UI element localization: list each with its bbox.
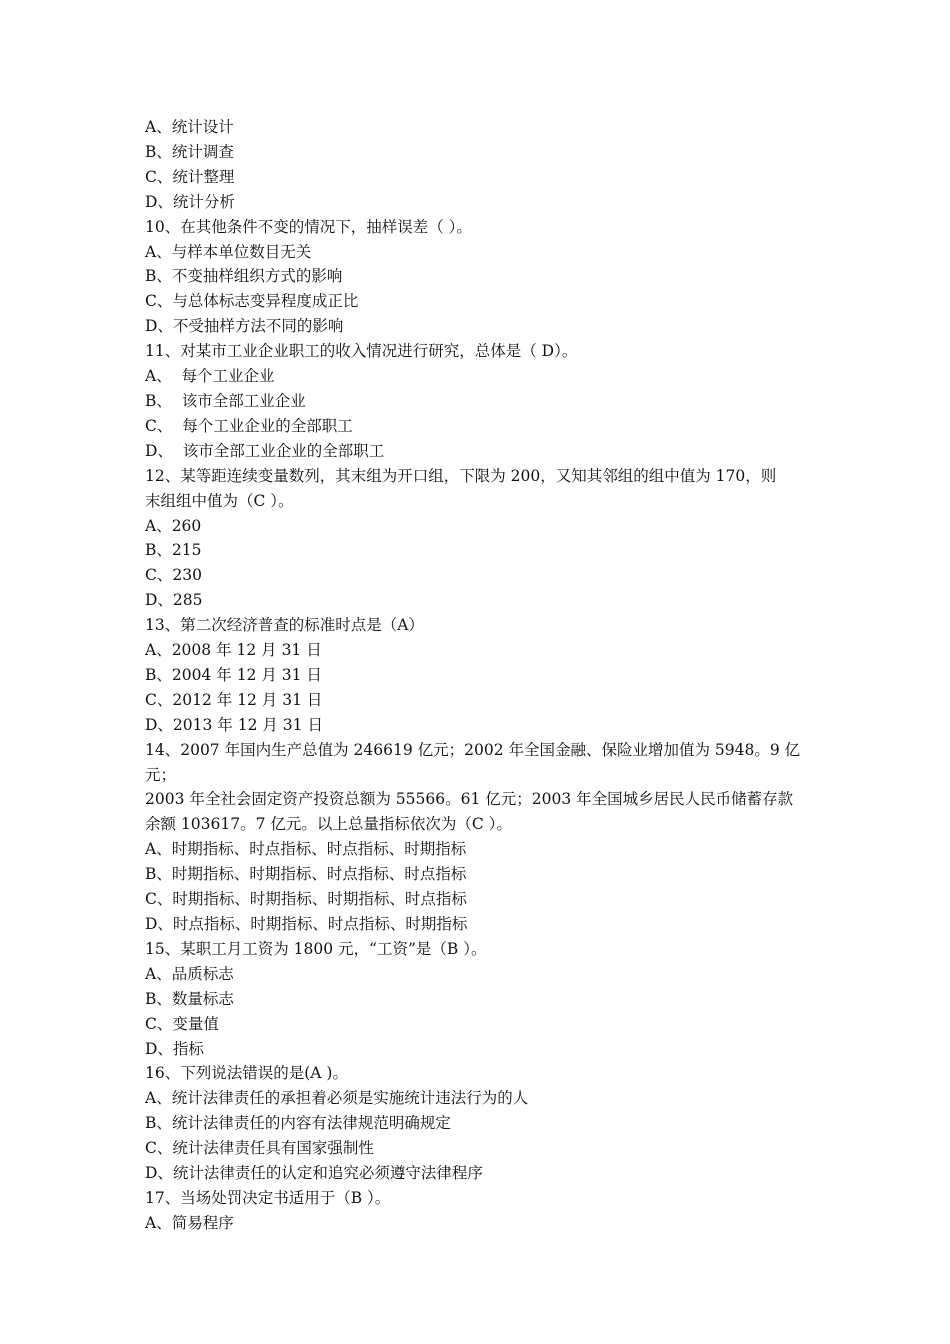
text-line: A、2008 年 12 月 31 日 xyxy=(145,641,322,660)
text-line: D、统计分析 xyxy=(145,192,235,211)
text-line: C、统计法律责任具有国家强制性 xyxy=(145,1139,374,1158)
text-line: C、变量值 xyxy=(145,1014,219,1033)
text-line: A、时期指标、时点指标、时点指标、时期指标 xyxy=(145,840,467,859)
text-line: D、2013 年 12 月 31 日 xyxy=(145,715,323,734)
text-line: A、 每个工业企业 xyxy=(145,367,275,386)
text-line: C、2012 年 12 月 31 日 xyxy=(145,690,323,709)
question-line: 11、对某市工业企业职工的收入情况进行研究，总体是（ D）。 xyxy=(145,342,578,361)
text-line: C、 每个工业企业的全部职工 xyxy=(145,416,353,435)
text-line: C、230 xyxy=(145,566,202,585)
text-line: A、简易程序 xyxy=(145,1213,234,1232)
text-line: B、215 xyxy=(145,541,202,560)
question-line: 13、第二次经济普查的标准时点是（A） xyxy=(145,616,424,635)
text-line: B、 该市全部工业企业 xyxy=(145,391,306,410)
text-line: B、统计法律责任的内容有法律规范明确规定 xyxy=(145,1114,451,1133)
question-line: 10、在其他条件不变的情况下，抽样误差（ ）。 xyxy=(145,217,472,236)
question-line: 16、下列说法错误的是(A )。 xyxy=(145,1064,348,1083)
text-line: C、与总体标志变异程度成正比 xyxy=(145,292,359,311)
text-line: D、285 xyxy=(145,591,203,610)
question-line: 17、当场处罚决定书适用于（B ）。 xyxy=(145,1188,391,1207)
document-page xyxy=(145,115,815,1236)
text-line: B、不变抽样组织方式的影响 xyxy=(145,267,343,286)
text-line: D、指标 xyxy=(145,1039,204,1058)
text-line: D、时点指标、时期指标、时点指标、时期指标 xyxy=(145,915,468,933)
text-line: B、时期指标、时期指标、时点指标、时点指标 xyxy=(145,865,467,884)
question-line: 2003 年全社会固定资产投资总额为 55566。61 亿元；2003 年全国城乡居民人民币储蓄存款 xyxy=(145,790,794,809)
question-line: 15、某职工月工资为 1800 元，“工资”是（B ）。 xyxy=(145,939,487,958)
question-line: 末组组中值为（C ）。 xyxy=(145,491,294,510)
text-line: A、品质标志 xyxy=(145,964,234,983)
text-line: A、统计法律责任的承担着必须是实施统计违法行为的人 xyxy=(145,1089,529,1108)
question-line: 余额 103617。7 亿元。以上总量指标依次为（C ）。 xyxy=(145,815,512,834)
text-line: D、不受抽样方法不同的影响 xyxy=(145,317,344,336)
text-line: C、时期指标、时期指标、时期指标、时点指标 xyxy=(145,890,467,909)
text-line: B、统计调查 xyxy=(145,142,234,161)
text-line: D、统计法律责任的认定和追究必须遵守法律程序 xyxy=(145,1164,483,1183)
question-line: 12、某等距连续变量数列，其末组为开口组，下限为 200，又知其邻组的组中值为 170，则 xyxy=(145,466,777,485)
text-line: C、统计整理 xyxy=(145,167,235,186)
question-line: 14、2007 年国内生产总值为 246619 亿元；2002 年全国金融、保险业增加值为 5948。9 亿元； xyxy=(145,740,801,784)
text-line: D、 该市全部工业企业的全部职工 xyxy=(145,441,385,460)
text-line: A、统计设计 xyxy=(145,118,234,136)
text-line: A、260 xyxy=(145,516,202,535)
text-line: B、2004 年 12 月 31 日 xyxy=(145,665,322,684)
text-line: B、数量标志 xyxy=(145,989,234,1008)
text-line: A、与样本单位数目无关 xyxy=(145,242,312,261)
